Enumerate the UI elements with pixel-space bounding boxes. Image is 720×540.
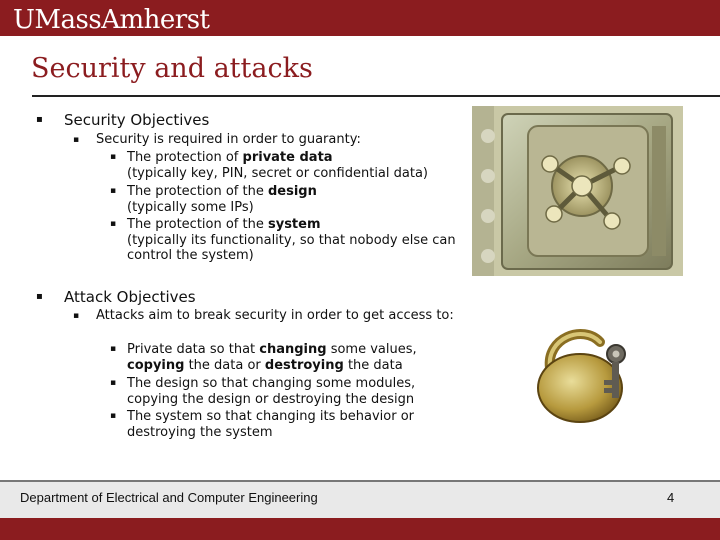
bullet-icon: ▪ <box>110 219 117 229</box>
bullet-icon: ▪ <box>110 344 117 354</box>
security-item-design: The protection of the design (typically some IPs) <box>127 184 317 215</box>
attack-intro: Attacks aim to break security in order to get access to: <box>96 308 454 323</box>
bottom-band <box>0 518 720 540</box>
bullet-icon: ▪ <box>36 114 43 125</box>
section-heading-attack: Attack Objectives <box>64 288 196 306</box>
bank-vault-door-image <box>472 106 683 276</box>
bullet-icon: ▪ <box>36 291 43 302</box>
bullet-icon: ▪ <box>73 135 80 145</box>
attack-item-private-data: Private data so that changing some values, copying the data or destroying the data <box>127 342 417 373</box>
title-divider <box>32 95 720 97</box>
security-item-system: The protection of the system (typically its functionality, so that nobody else can control the system) <box>127 217 456 263</box>
bullet-icon: ▪ <box>110 378 117 388</box>
attack-item-design: The design so that changing some modules, copying the design or destroying the design <box>127 376 416 407</box>
bullet-icon: ▪ <box>110 152 117 162</box>
footer-department: Department of Electrical and Computer Engineering <box>20 490 318 505</box>
page-number: 4 <box>667 490 675 505</box>
security-intro: Security is required in order to guaranty: <box>96 132 361 147</box>
attack-item-system: The system so that changing its behavior or destroying the system <box>127 409 415 440</box>
section-heading-security: Security Objectives <box>64 111 210 129</box>
bullet-icon: ▪ <box>110 411 117 421</box>
bullet-icon: ▪ <box>73 311 80 321</box>
slide-title: Security and attacks <box>31 53 313 84</box>
umass-amherst-logo: UMassAmherst <box>13 5 210 35</box>
open-padlock-image <box>528 318 648 430</box>
security-item-private-data: The protection of private data (typically key, PIN, secret or confidential data) <box>127 150 428 181</box>
bullet-icon: ▪ <box>110 186 117 196</box>
